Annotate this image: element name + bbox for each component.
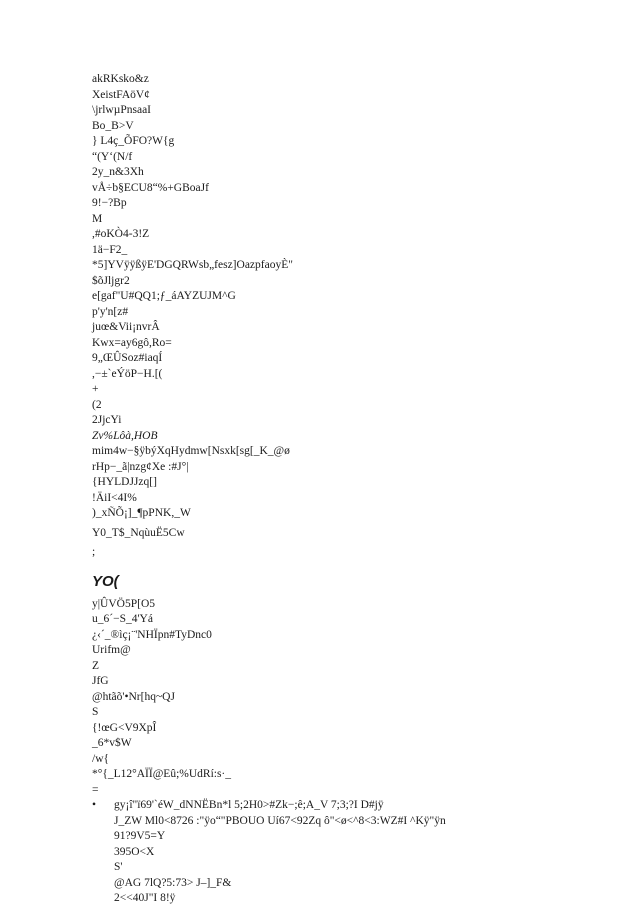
section-heading: YO( [92, 572, 119, 590]
text-line: $õJljgr2 [92, 274, 130, 287]
text-line: } L4ç_ÕFO?W{g [92, 135, 175, 147]
text-line: M [92, 212, 103, 225]
text-line: (2 [92, 398, 102, 411]
text-line: S [92, 706, 99, 718]
bullet-text [114, 798, 612, 907]
text-line: )_xÑÕ¡]_¶pPNK,_W [92, 507, 191, 519]
text-line: *5]YVÿÿßÿE'DGQRWsb„fesz]OazpfaoyÈ" [92, 259, 293, 271]
text-line: = [92, 783, 99, 796]
text-line: Z [92, 659, 100, 672]
text-line: Urifm@ [92, 644, 131, 656]
text-line: @AG 7lQ?5:73> J–]_F& [114, 876, 232, 889]
text-line: Bo_B>V [92, 119, 134, 132]
text-line: “(Y‘(N/f [92, 150, 133, 163]
text-line: @htãõ'•Nr[hq~QJ [92, 690, 175, 703]
text-line: 9„ŒÛSoz#iaqÍ [92, 352, 163, 364]
text-line: + [92, 383, 99, 395]
text-line: gy¡î"ï69'`éW_dNNËBn*l 5;2H0>#Zk−;ê;A_V 7;3;?I D#jÿ [114, 799, 384, 811]
text-line: *°{_L12°AÏÏ@Eû;%UdRí:s·_ [92, 768, 232, 780]
bullet-list-item [92, 798, 612, 907]
text-line: 91?9V5=Y [114, 830, 166, 842]
text-block-top [92, 72, 612, 429]
text-line: 1ä−F2_ [92, 243, 128, 256]
text-line: vÅ÷b§ECU8“%+GBoaJf [92, 181, 209, 194]
text-line: JfG [92, 675, 109, 687]
text-line: 2JjcYi [92, 414, 122, 426]
text-line: rHp−_ã|nzg¢Xe :#J°| [92, 460, 189, 473]
text-line: 395O<X [114, 845, 155, 858]
text-line: y|ÛVÖ5P[O5 [92, 597, 155, 610]
text-line: 2y_n&3Xh [92, 166, 144, 178]
text-line: J_ZW Ml0<8726 :"ÿo“"PBOUO Uí67<92Zq ô"<ø<^8<3:WZ#I ^Kÿ"ÿn [114, 814, 446, 827]
text-line: {HYLDJJzq[] [92, 476, 157, 488]
italic-text-line: Zv%Lôà,HOB [92, 429, 158, 442]
text-line: ; [92, 546, 96, 558]
text-line: u_6´−S_4'Yá [92, 613, 153, 625]
text-line: mim4w−§ÿbýXqHydmw[Nsxk[sg[_K_@ø [92, 445, 290, 457]
text-line: S' [114, 861, 123, 873]
text-line: XeistFAöV¢ [92, 88, 150, 101]
text-line: akRKsko&z [92, 73, 149, 85]
text-line: _6*v$W [92, 737, 132, 749]
text-block-after-heading [92, 597, 612, 799]
text-line: juœ&Vii¡nvrÂ [92, 321, 160, 333]
document-body [92, 72, 612, 907]
text-line: Kwx=ay6gô,Ro= [92, 336, 172, 349]
text-line: ¿‹´_®ìç¡¨'NHÏpn#TyDnc0 [92, 628, 212, 641]
text-line: ,−±`eÝöP−H.[( [92, 367, 163, 380]
text-line: Y0_T$_NqùuË5Cw [92, 526, 185, 539]
text-block-middle [92, 444, 612, 522]
text-line: \jrlwµPnsaaI [92, 104, 152, 116]
bullet-marker: • [92, 799, 97, 811]
text-line: p'y'n[z# [92, 305, 129, 318]
text-line: 9!−?Bp [92, 197, 127, 209]
text-line: !ÄiI<4I% [92, 491, 137, 504]
text-line: ,#oKÒ4-3!Z [92, 228, 150, 240]
text-line: e[gaf"U#QQ1;ƒ_áAYZUJM^G [92, 290, 236, 302]
text-line: {!œG<V9XpÎ [92, 721, 157, 734]
text-line: /w{ [92, 752, 110, 765]
text-line: 2<<40J"I 8!ÿ [114, 892, 176, 904]
